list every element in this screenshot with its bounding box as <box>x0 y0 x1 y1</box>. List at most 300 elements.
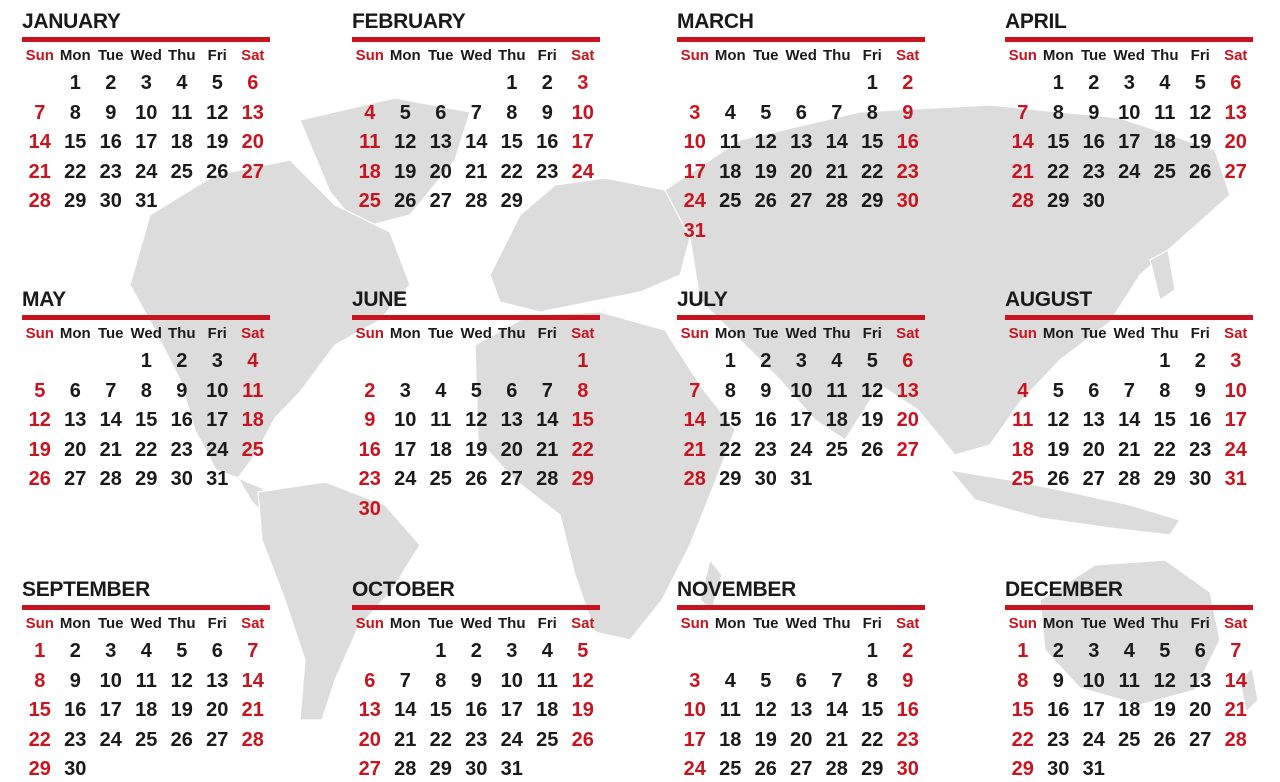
month-title: JULY <box>677 288 728 311</box>
day-cell: 1 <box>140 350 152 372</box>
weekday-header-wed: Wed <box>460 615 492 632</box>
day-cell: 22 <box>571 438 594 461</box>
day-cell: 18 <box>719 728 742 751</box>
day-cell: 12 <box>1047 409 1070 431</box>
day-cell: 15 <box>719 409 742 431</box>
day-cell: 2 <box>69 640 81 662</box>
day-cell: 3 <box>689 101 701 124</box>
day-cell: 4 <box>176 72 188 94</box>
weekday-header-mon: Mon <box>714 615 746 632</box>
day-cell: 9 <box>470 669 482 692</box>
weekday-header-wed: Wed <box>460 325 492 342</box>
weekday-header-tue: Tue <box>752 325 779 342</box>
day-cell: 19 <box>1047 438 1070 461</box>
weekday-header-fri: Fri <box>1190 47 1210 64</box>
day-cell: 20 <box>500 438 523 461</box>
day-cell: 14 <box>465 131 488 153</box>
day-cell: 25 <box>1118 728 1141 751</box>
day-cell: 21 <box>241 699 264 721</box>
day-cell: 23 <box>64 728 87 751</box>
day-cell: 17 <box>135 131 158 153</box>
day-cell: 28 <box>536 468 559 490</box>
day-cell: 28 <box>99 468 122 490</box>
day-cell: 24 <box>99 728 122 751</box>
weekday-header-tue: Tue <box>97 615 124 632</box>
day-cell: 31 <box>790 468 813 490</box>
day-cell: 27 <box>896 438 919 461</box>
day-cell: 28 <box>1118 468 1141 490</box>
weekday-header-mon: Mon <box>1042 325 1074 342</box>
day-cell: 16 <box>465 699 488 721</box>
day-cell: 31 <box>500 758 523 780</box>
day-cell: 29 <box>429 758 452 780</box>
day-cell: 12 <box>1153 669 1176 692</box>
weekday-header-thu: Thu <box>823 325 851 342</box>
weekday-header-sun: Sun <box>680 47 709 64</box>
day-cell: 17 <box>683 728 706 751</box>
day-cell: 3 <box>399 379 411 402</box>
day-cell: 16 <box>754 409 777 431</box>
day-cell: 24 <box>500 728 523 751</box>
weekday-header-tue: Tue <box>97 325 124 342</box>
day-cell: 13 <box>429 131 452 153</box>
day-cell: 12 <box>394 131 417 153</box>
weekday-header-fri: Fri <box>537 325 557 342</box>
day-cell: 5 <box>176 640 188 662</box>
weekday-header-mon: Mon <box>714 47 746 64</box>
day-cell: 6 <box>1230 72 1242 94</box>
day-cell: 23 <box>358 468 381 490</box>
day-cell: 16 <box>896 699 919 721</box>
day-cell: 12 <box>861 379 884 402</box>
day-cell: 16 <box>1189 409 1212 431</box>
day-cell: 8 <box>866 101 878 124</box>
day-cell: 20 <box>1224 131 1247 153</box>
day-cell: 25 <box>358 190 381 212</box>
day-cell: 30 <box>896 190 919 212</box>
day-cell: 22 <box>719 438 742 461</box>
day-cell: 12 <box>571 669 594 692</box>
day-cell: 4 <box>1123 640 1135 662</box>
day-cell: 26 <box>754 190 777 212</box>
day-cell: 8 <box>577 379 589 402</box>
day-cell: 14 <box>99 409 122 431</box>
day-cell: 5 <box>577 640 589 662</box>
weekday-header-tue: Tue <box>427 325 454 342</box>
day-cell: 15 <box>861 699 884 721</box>
day-cell: 9 <box>1052 669 1064 692</box>
month-divider-rule <box>677 37 925 42</box>
day-cell: 23 <box>896 160 919 183</box>
weekday-header-mon: Mon <box>714 325 746 342</box>
weekday-header-thu: Thu <box>1151 615 1179 632</box>
day-cell: 19 <box>754 728 777 751</box>
weekday-header-fri: Fri <box>537 615 557 632</box>
day-cell: 27 <box>1189 728 1212 751</box>
day-cell: 4 <box>831 350 843 372</box>
weekday-header-wed: Wed <box>130 47 162 64</box>
weekday-header-sun: Sun <box>680 325 709 342</box>
day-cell: 10 <box>790 379 813 402</box>
day-cell: 1 <box>577 350 589 372</box>
weekday-header-sat: Sat <box>571 47 595 64</box>
day-cell: 20 <box>790 160 813 183</box>
day-cell: 7 <box>831 101 843 124</box>
day-cell: 23 <box>536 160 559 183</box>
day-cell: 9 <box>176 379 188 402</box>
weekday-header-sun: Sun <box>1008 47 1037 64</box>
day-cell: 1 <box>1017 640 1029 662</box>
weekday-header-thu: Thu <box>168 47 196 64</box>
month-divider-rule <box>22 605 270 610</box>
day-cell: 8 <box>1052 101 1064 124</box>
day-cell: 10 <box>1082 669 1105 692</box>
weekday-header-sat: Sat <box>896 47 920 64</box>
weekday-header-fri: Fri <box>862 47 882 64</box>
day-cell: 4 <box>140 640 152 662</box>
weekday-header-wed: Wed <box>785 325 817 342</box>
day-cell: 13 <box>896 379 919 402</box>
month-divider-rule <box>352 315 600 320</box>
day-cell: 4 <box>247 350 259 372</box>
day-cell: 25 <box>241 438 264 461</box>
day-cell: 9 <box>541 101 553 124</box>
day-cell: 11 <box>171 101 193 124</box>
day-cell: 17 <box>571 131 594 153</box>
weekday-header-sat: Sat <box>241 325 265 342</box>
day-cell: 28 <box>683 468 706 490</box>
day-cell: 14 <box>683 409 706 431</box>
weekday-header-wed: Wed <box>785 615 817 632</box>
day-cell: 27 <box>790 758 813 780</box>
weekday-header-fri: Fri <box>207 47 227 64</box>
day-cell: 28 <box>1011 190 1034 212</box>
day-cell: 29 <box>719 468 742 490</box>
weekday-header-thu: Thu <box>823 47 851 64</box>
day-cell: 2 <box>1194 350 1206 372</box>
day-cell: 10 <box>99 669 122 692</box>
day-cell: 4 <box>541 640 553 662</box>
day-cell: 22 <box>429 728 452 751</box>
day-cell: 19 <box>1189 131 1212 153</box>
day-cell: 19 <box>170 699 193 721</box>
day-cell: 29 <box>1011 758 1034 780</box>
day-cell: 30 <box>99 190 122 212</box>
day-cell: 8 <box>69 101 81 124</box>
weekday-header-tue: Tue <box>752 615 779 632</box>
day-cell: 5 <box>760 669 772 692</box>
day-cell: 27 <box>64 468 87 490</box>
day-cell: 25 <box>170 160 193 183</box>
day-cell: 5 <box>470 379 482 402</box>
day-cell: 11 <box>719 699 741 721</box>
weekday-header-mon: Mon <box>1042 615 1074 632</box>
day-cell: 24 <box>683 190 706 212</box>
day-cell: 7 <box>1123 379 1135 402</box>
day-cell: 9 <box>1194 379 1206 402</box>
day-cell: 23 <box>1082 160 1105 183</box>
day-cell: 5 <box>34 379 46 402</box>
day-cell: 8 <box>866 669 878 692</box>
day-cell: 24 <box>571 160 594 183</box>
weekday-header-tue: Tue <box>427 47 454 64</box>
day-cell: 5 <box>760 101 772 124</box>
day-cell: 14 <box>241 669 264 692</box>
day-cell: 30 <box>1047 758 1070 780</box>
day-cell: 14 <box>1224 669 1247 692</box>
day-cell: 16 <box>1082 131 1105 153</box>
day-cell: 7 <box>831 669 843 692</box>
day-cell: 19 <box>1153 699 1176 721</box>
day-cell: 29 <box>1153 468 1176 490</box>
weekday-header-tue: Tue <box>1080 615 1107 632</box>
weekday-header-mon: Mon <box>59 325 91 342</box>
day-cell: 12 <box>28 409 51 431</box>
day-cell: 24 <box>1082 728 1105 751</box>
month-divider-rule <box>352 37 600 42</box>
day-cell: 20 <box>241 131 264 153</box>
weekday-header-sun: Sun <box>1008 615 1037 632</box>
day-cell: 12 <box>1189 101 1212 124</box>
weekday-header-mon: Mon <box>389 47 421 64</box>
day-cell: 27 <box>790 190 813 212</box>
day-cell: 8 <box>140 379 152 402</box>
day-cell: 20 <box>896 409 919 431</box>
day-cell: 28 <box>825 190 848 212</box>
day-cell: 20 <box>1189 699 1212 721</box>
month-divider-rule <box>22 37 270 42</box>
day-cell: 27 <box>500 468 523 490</box>
weekday-header-sat: Sat <box>571 615 595 632</box>
weekday-header-mon: Mon <box>59 615 91 632</box>
weekday-header-fri: Fri <box>862 325 882 342</box>
day-cell: 21 <box>825 728 848 751</box>
day-cell: 14 <box>28 131 51 153</box>
day-cell: 17 <box>99 699 122 721</box>
day-cell: 30 <box>465 758 488 780</box>
day-cell: 13 <box>790 131 813 153</box>
weekday-header-sat: Sat <box>241 47 265 64</box>
day-cell: 27 <box>1082 468 1105 490</box>
day-cell: 4 <box>1017 379 1029 402</box>
day-cell: 11 <box>536 669 558 692</box>
weekday-header-sat: Sat <box>571 325 595 342</box>
day-cell: 15 <box>1047 131 1070 153</box>
day-cell: 7 <box>247 640 259 662</box>
day-cell: 17 <box>790 409 813 431</box>
day-cell: 9 <box>760 379 772 402</box>
day-cell: 18 <box>135 699 158 721</box>
day-cell: 12 <box>465 409 488 431</box>
day-cell: 1 <box>69 72 81 94</box>
day-cell: 22 <box>500 160 523 183</box>
day-cell: 28 <box>241 728 264 751</box>
day-cell: 13 <box>206 669 229 692</box>
weekday-header-fri: Fri <box>862 615 882 632</box>
day-cell: 18 <box>1153 131 1176 153</box>
day-cell: 29 <box>1047 190 1070 212</box>
day-cell: 15 <box>1153 409 1176 431</box>
day-cell: 2 <box>541 72 553 94</box>
day-cell: 21 <box>536 438 559 461</box>
day-cell: 5 <box>1052 379 1064 402</box>
month-title: JANUARY <box>22 10 121 33</box>
day-cell: 15 <box>28 699 51 721</box>
day-cell: 31 <box>683 219 706 242</box>
day-cell: 22 <box>28 728 51 751</box>
day-cell: 3 <box>689 669 701 692</box>
day-cell: 18 <box>719 160 742 183</box>
weekday-header-tue: Tue <box>427 615 454 632</box>
day-cell: 24 <box>135 160 158 183</box>
weekday-header-wed: Wed <box>130 325 162 342</box>
day-cell: 1 <box>1052 72 1064 94</box>
day-cell: 30 <box>1082 190 1105 212</box>
day-cell: 14 <box>394 699 417 721</box>
day-cell: 25 <box>1011 468 1034 490</box>
month-divider-rule <box>1005 37 1253 42</box>
day-cell: 7 <box>1017 101 1029 124</box>
weekday-header-thu: Thu <box>168 325 196 342</box>
day-cell: 5 <box>866 350 878 372</box>
weekday-header-tue: Tue <box>97 47 124 64</box>
day-cell: 26 <box>571 728 594 751</box>
day-cell: 12 <box>170 669 193 692</box>
day-cell: 13 <box>358 699 381 721</box>
day-cell: 24 <box>206 438 229 461</box>
day-cell: 19 <box>571 699 594 721</box>
day-cell: 20 <box>790 728 813 751</box>
day-cell: 12 <box>206 101 229 124</box>
day-cell: 26 <box>1047 468 1070 490</box>
day-cell: 19 <box>28 438 51 461</box>
day-cell: 19 <box>206 131 229 153</box>
day-cell: 9 <box>902 101 914 124</box>
day-cell: 14 <box>825 131 848 153</box>
day-cell: 8 <box>1159 379 1171 402</box>
weekday-header-thu: Thu <box>498 47 526 64</box>
day-cell: 27 <box>429 190 452 212</box>
weekday-header-thu: Thu <box>823 615 851 632</box>
day-cell: 5 <box>399 101 411 124</box>
day-cell: 13 <box>500 409 523 431</box>
day-cell: 2 <box>902 640 914 662</box>
day-cell: 23 <box>896 728 919 751</box>
day-cell: 25 <box>719 190 742 212</box>
day-cell: 4 <box>364 101 376 124</box>
day-cell: 22 <box>1153 438 1176 461</box>
day-cell: 15 <box>571 409 594 431</box>
day-cell: 1 <box>866 640 878 662</box>
month-title: AUGUST <box>1005 288 1092 311</box>
day-cell: 17 <box>1224 409 1247 431</box>
day-cell: 10 <box>135 101 158 124</box>
month-divider-rule <box>352 605 600 610</box>
month-title: MAY <box>22 288 66 311</box>
weekday-header-fri: Fri <box>537 47 557 64</box>
day-cell: 4 <box>724 669 736 692</box>
day-cell: 24 <box>790 438 813 461</box>
day-cell: 23 <box>170 438 193 461</box>
day-cell: 3 <box>140 72 152 94</box>
weekday-header-sun: Sun <box>355 47 384 64</box>
day-cell: 14 <box>825 699 848 721</box>
day-cell: 8 <box>506 101 518 124</box>
day-cell: 25 <box>1153 160 1176 183</box>
weekday-header-sun: Sun <box>1008 325 1037 342</box>
day-cell: 21 <box>394 728 417 751</box>
month-divider-rule <box>1005 605 1253 610</box>
day-cell: 16 <box>1047 699 1070 721</box>
day-cell: 16 <box>358 438 381 461</box>
day-cell: 26 <box>1189 160 1212 183</box>
weekday-header-mon: Mon <box>59 47 91 64</box>
weekday-header-sat: Sat <box>896 325 920 342</box>
day-cell: 4 <box>435 379 447 402</box>
day-cell: 6 <box>211 640 223 662</box>
day-cell: 25 <box>135 728 158 751</box>
day-cell: 2 <box>470 640 482 662</box>
day-cell: 11 <box>719 131 741 153</box>
day-cell: 8 <box>34 669 46 692</box>
day-cell: 18 <box>825 409 848 431</box>
day-cell: 17 <box>1082 699 1105 721</box>
day-cell: 25 <box>536 728 559 751</box>
day-cell: 7 <box>105 379 117 402</box>
month-title: MARCH <box>677 10 754 33</box>
day-cell: 30 <box>1189 468 1212 490</box>
weekday-header-sat: Sat <box>241 615 265 632</box>
day-cell: 25 <box>429 468 452 490</box>
day-cell: 17 <box>206 409 229 431</box>
day-cell: 22 <box>1011 728 1034 751</box>
day-cell: 22 <box>861 160 884 183</box>
day-cell: 3 <box>1230 350 1242 372</box>
weekday-header-tue: Tue <box>752 47 779 64</box>
weekday-header-wed: Wed <box>460 47 492 64</box>
day-cell: 16 <box>99 131 122 153</box>
day-cell: 27 <box>358 758 381 780</box>
day-cell: 1 <box>1159 350 1171 372</box>
day-cell: 6 <box>69 379 81 402</box>
day-cell: 25 <box>719 758 742 780</box>
weekday-header-mon: Mon <box>1042 47 1074 64</box>
day-cell: 18 <box>536 699 559 721</box>
day-cell: 7 <box>34 101 46 124</box>
day-cell: 24 <box>1224 438 1247 461</box>
weekday-header-wed: Wed <box>1113 47 1145 64</box>
day-cell: 30 <box>170 468 193 490</box>
day-cell: 23 <box>754 438 777 461</box>
day-cell: 9 <box>69 669 81 692</box>
day-cell: 11 <box>135 669 157 692</box>
day-cell: 30 <box>896 758 919 780</box>
day-cell: 27 <box>1224 160 1247 183</box>
day-cell: 16 <box>64 699 87 721</box>
day-cell: 18 <box>241 409 264 431</box>
day-cell: 7 <box>399 669 411 692</box>
day-cell: 3 <box>105 640 117 662</box>
weekday-header-sun: Sun <box>355 325 384 342</box>
day-cell: 7 <box>541 379 553 402</box>
day-cell: 2 <box>1052 640 1064 662</box>
day-cell: 30 <box>754 468 777 490</box>
day-cell: 10 <box>683 131 706 153</box>
day-cell: 24 <box>1118 160 1141 183</box>
day-cell: 1 <box>506 72 518 94</box>
day-cell: 1 <box>724 350 736 372</box>
day-cell: 9 <box>105 101 117 124</box>
